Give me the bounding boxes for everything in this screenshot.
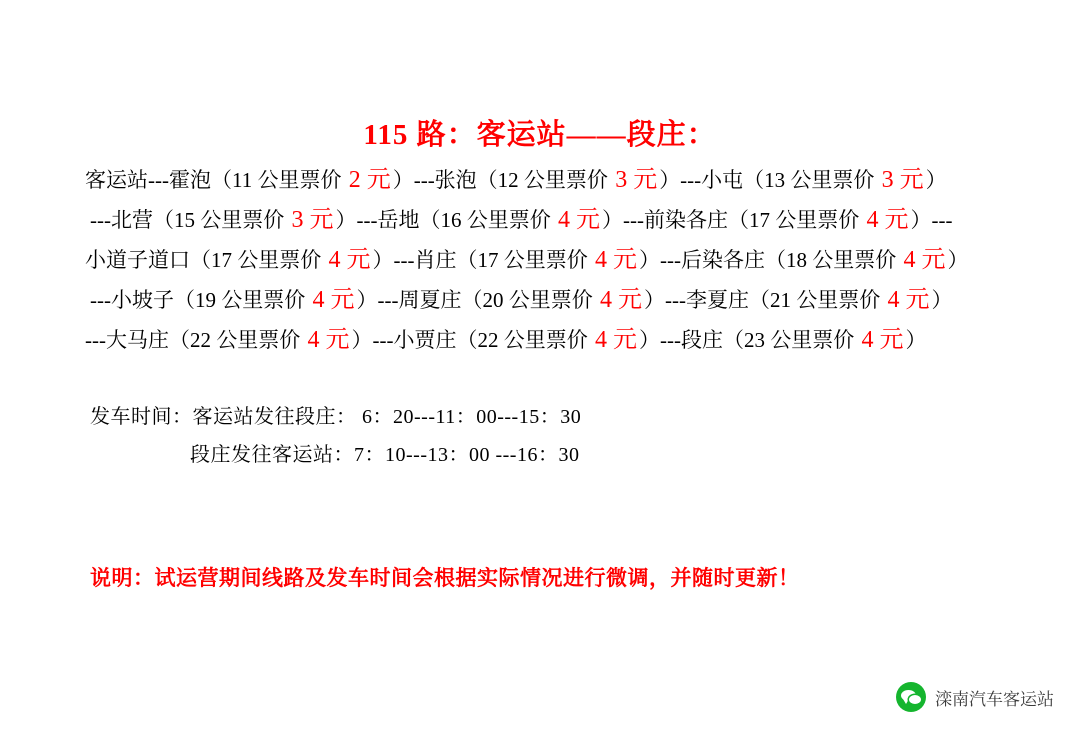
fare-amount: 4 元 (594, 327, 637, 353)
fare-amount: 3 元 (881, 167, 924, 193)
fare-amount: 4 元 (594, 247, 637, 273)
route-line (85, 280, 1000, 320)
route-segment-text: ）---段庄（23 公里票价 (638, 328, 860, 352)
route-segment-text: ---小坡子（19 公里票价 (90, 288, 311, 312)
route-segment-text: ）---肖庄（17 公里票价 (372, 248, 593, 272)
route-segment-text: ）---后染各庄（18 公里票价 (638, 248, 902, 272)
fare-amount: 3 元 (291, 207, 334, 233)
route-line (85, 240, 1000, 280)
route-segment-text: ---北营（15 公里票价 (90, 208, 290, 232)
page-title: 115 路：客运站——段庄： (363, 119, 717, 151)
fare-amount: 4 元 (599, 287, 642, 313)
route-segment-text: ）---周夏庄（20 公里票价 (356, 288, 598, 312)
wechat-icon (896, 682, 926, 712)
route-segment-text: ）---张泡（12 公里票价 (392, 168, 614, 192)
route-stops-block (85, 160, 1000, 360)
fare-amount: 4 元 (557, 207, 600, 233)
fare-amount: 4 元 (866, 207, 909, 233)
route-segment-text: ） (947, 248, 969, 272)
route-segment-text: ）--- (910, 208, 953, 232)
route-segment-text: ---大马庄（22 公里票价 (85, 328, 306, 352)
route-segment-text: ） (925, 168, 947, 192)
fare-amount: 4 元 (903, 247, 946, 273)
route-segment-text: 小道子道口（17 公里票价 (85, 248, 327, 272)
route-segment-text: ）---李夏庄（21 公里票价 (643, 288, 886, 312)
route-segment-text: ） (905, 328, 927, 352)
fare-amount: 4 元 (887, 287, 930, 313)
route-segment-text: ）---小贾庄（22 公里票价 (351, 328, 593, 352)
route-line (85, 160, 1000, 200)
fare-amount: 4 元 (861, 327, 904, 353)
fare-amount: 2 元 (348, 167, 391, 193)
fare-amount: 4 元 (307, 327, 350, 353)
route-segment-text: ）---前染各庄（17 公里票价 (601, 208, 865, 232)
route-line (85, 320, 1000, 360)
route-segment-text: ） (931, 288, 953, 312)
fare-amount: 4 元 (328, 247, 371, 273)
schedule-block (90, 398, 990, 474)
wechat-account-name: 滦南汽车客运站 (935, 689, 1054, 709)
route-segment-text: 客运站---霍泡（11 公里票价 (85, 168, 347, 192)
schedule-line-outbound: 发车时间：客运站发往段庄： 6：20---11：00---15：30 (90, 406, 582, 428)
schedule-line-inbound: 段庄发往客运站：7：10---13：00 ---16：30 (190, 444, 580, 466)
route-line (85, 200, 1000, 240)
notice-text: 说明：试运营期间线路及发车时间会根据实际情况进行微调，并随时更新！ (90, 567, 800, 590)
wechat-footer (896, 682, 1054, 712)
route-segment-text: ）---小屯（13 公里票价 (659, 168, 880, 192)
fare-amount: 4 元 (312, 287, 355, 313)
fare-amount: 3 元 (615, 167, 658, 193)
route-segment-text: ）---岳地（16 公里票价 (335, 208, 556, 232)
